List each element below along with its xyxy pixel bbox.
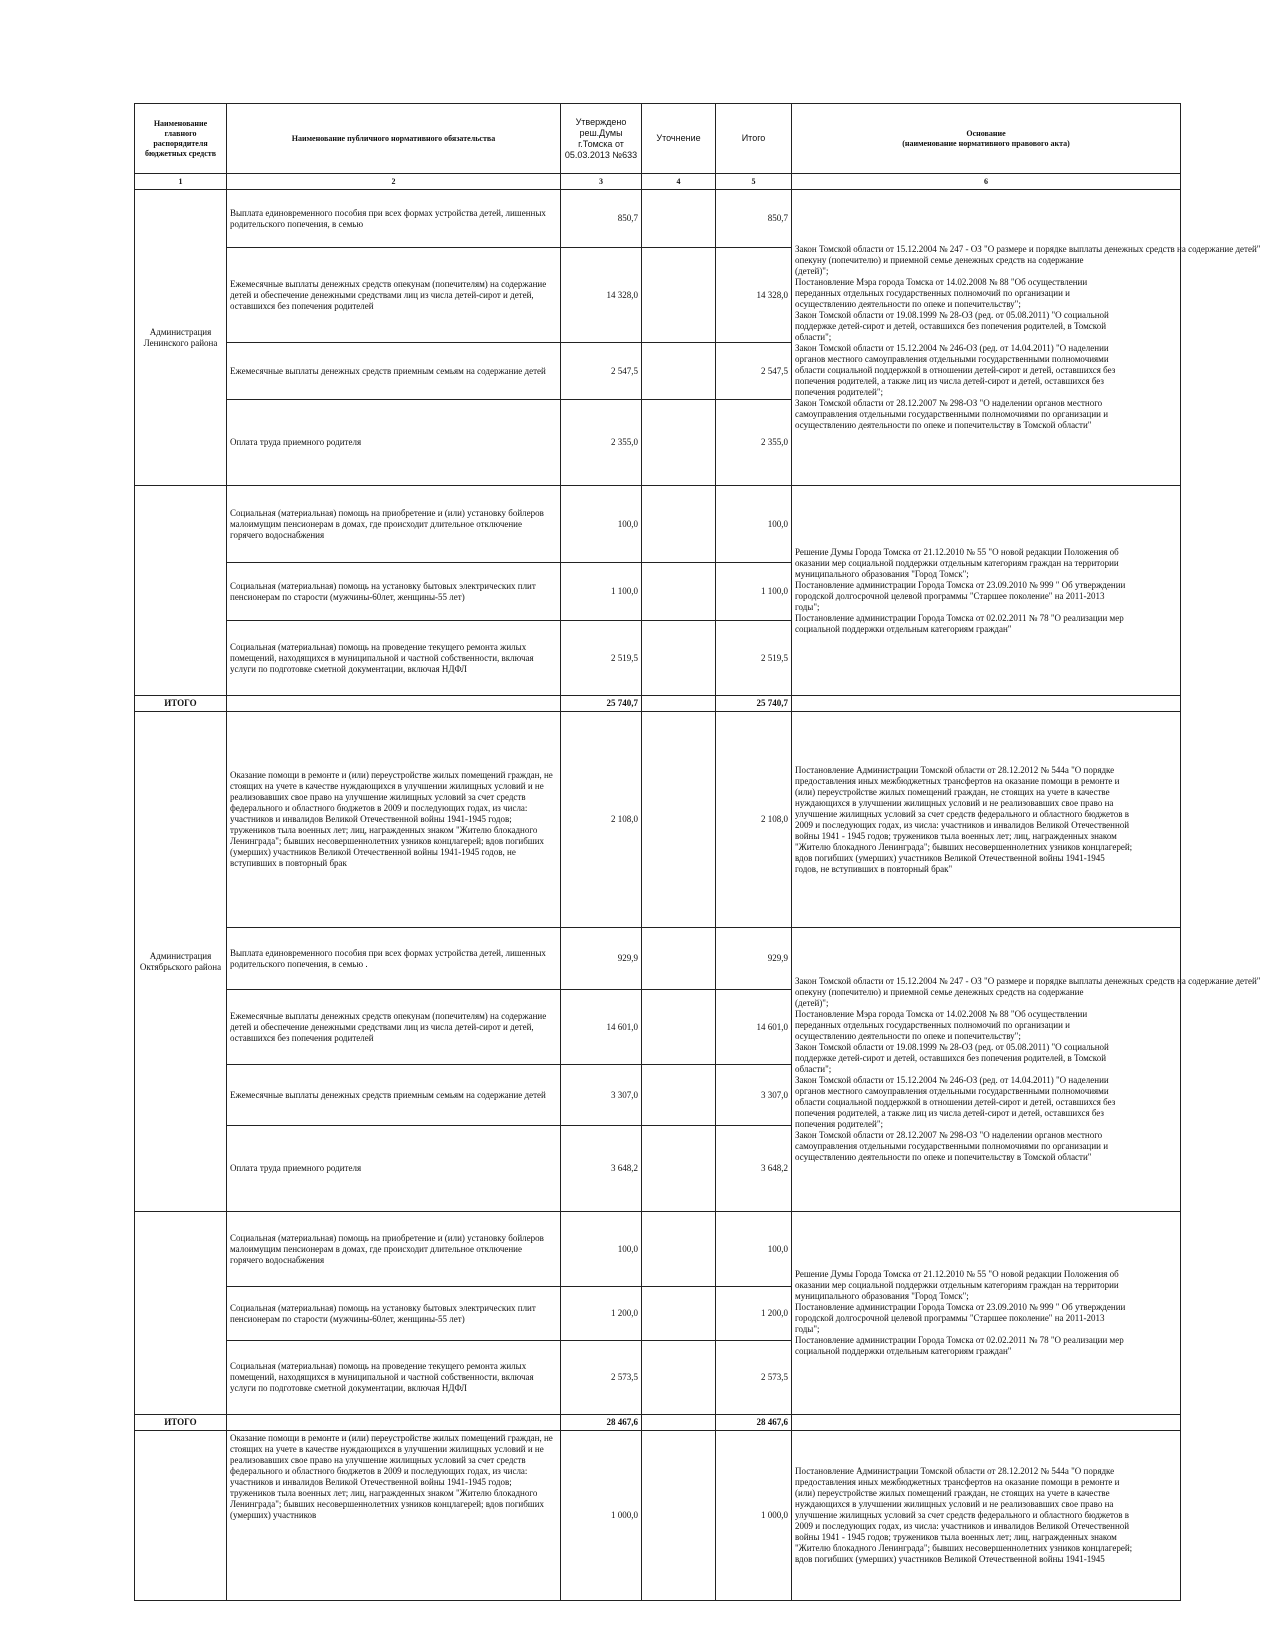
basis-line: "Жителю блокадного Ленинграда"; бывших несовершеннолетних узников концлагерей; xyxy=(795,1543,1133,1553)
obligation-name: Социальная (материальная) помощь на установку бытовых электрических плит пенсионерам по старости (мужчины-60лет, женщины-55 лет) xyxy=(227,563,561,621)
basis-cell xyxy=(792,190,1261,486)
basis-line: Закон Томской области от 19.08.1999 № 28-ОЗ (ред. от 05.08.2011) "О социальной xyxy=(795,1042,1109,1052)
obligation-name: Оказание помощи в ремонте и (или) переустройстве жилых помещений граждан, не стоящих на учете в качестве нуждающихся в улучшении жилищных условий и не реализовавших свое право на улучшение жилищных условий за счет средств федерального и областного бюджетов в 2009 и последующих годах, из числа: участников и инвалидов Великой Отечественной войны 1941-1945 годов; тружеников тыла военных лет; лиц, награжденных знаком "Жителю блокадного Ленинграда"; бывших несовершеннолетних узников концлагерей; вдов погибших (умерших) участников xyxy=(227,1431,561,1601)
adjustment-value xyxy=(642,712,716,928)
basis-line: войны 1941 - 1945 годов; тружеников тыла военных лет; лиц, награжденных знаком xyxy=(795,1532,1117,1542)
basis-line: (или) переустройстве жилых помещений граждан, не стоящих на учете в качестве xyxy=(795,786,1110,797)
basis-line: (детей)"; xyxy=(795,998,829,1008)
total-empty xyxy=(792,696,1181,712)
total-sum: 25 740,7 xyxy=(716,696,792,712)
basis-line: годов, не вступивших в повторный брак" xyxy=(795,863,953,874)
adjustment-value xyxy=(642,563,716,621)
total-value: 14 601,0 xyxy=(716,990,792,1065)
total-value: 100,0 xyxy=(716,1212,792,1287)
basis-cell xyxy=(792,928,1261,1212)
admin-name: Администрация Ленинского района xyxy=(135,190,227,486)
approved-value: 1 100,0 xyxy=(561,563,642,621)
approved-value: 3 648,2 xyxy=(561,1126,642,1212)
total-label: ИТОГО xyxy=(135,1415,227,1431)
header-basis-title: Основание xyxy=(966,128,1006,138)
admin-empty xyxy=(135,1212,227,1415)
basis-line: нуждающихся в улучшении жилищных условий и не реализовавших свое право на xyxy=(795,797,1114,808)
basis-line: нуждающихся в улучшении жилищных условий и не реализовавших свое право на xyxy=(795,1499,1114,1509)
obligation-name: Ежемесячные выплаты денежных средств опекунам (попечителям) на содержание детей и обеспечение денежными средствами лиц из числа детей-сирот и детей, оставшихся без попечения родителей xyxy=(227,990,561,1065)
basis-line: муниципального образования "Город Томск"; xyxy=(795,568,969,579)
basis-text xyxy=(795,547,1177,635)
obligation-name: Ежемесячные выплаты денежных средств опекунам (попечителям) на содержание детей и обеспечение денежными средствами лиц из числа детей-сирот и детей, оставшихся без попечения родителей xyxy=(227,248,561,343)
basis-line: (детей)"; xyxy=(795,266,829,276)
basis-line: попечения родителей"; xyxy=(795,387,883,397)
adjustment-value xyxy=(642,400,716,486)
table-row xyxy=(135,712,1181,928)
total-sum: 28 467,6 xyxy=(716,1415,792,1431)
basis-line: Постановление администрации Города Томска от 23.09.2010 № 999 " Об утверждении xyxy=(795,579,1126,590)
basis-line: предоставления иных межбюджетных трансфертов на оказание помощи в ремонте и xyxy=(795,1477,1120,1487)
basis-line: самоуправления отдельными государственными полномочиями по организации и xyxy=(795,409,1109,419)
approved-value: 100,0 xyxy=(561,486,642,563)
basis-line: годы"; xyxy=(795,601,820,612)
basis-cell xyxy=(792,712,1181,928)
basis-cell xyxy=(792,1431,1181,1601)
header-num: 1 xyxy=(135,174,227,190)
obligation-name: Социальная (материальная) помощь на приобретение и (или) установку бойлеров малоимущим пенсионерам в домах, где происходит длительное отключение горячего водоснабжения xyxy=(227,486,561,563)
basis-line: улучшение жилищных условий за счет средств федерального и областного бюджетов в xyxy=(795,808,1130,819)
total-approved: 28 467,6 xyxy=(561,1415,642,1431)
basis-line: вдов погибших (умерших) участников Великой Отечественной войны 1941-1945 xyxy=(795,852,1105,863)
obligation-name: Ежемесячные выплаты денежных средств приемным семьям на содержание детей xyxy=(227,343,561,400)
total-value: 1 200,0 xyxy=(716,1287,792,1341)
approved-value: 1 000,0 xyxy=(561,1431,642,1601)
obligation-name: Оплата труда приемного родителя xyxy=(227,400,561,486)
basis-line: Постановление администрации Города Томска от 02.02.2011 № 78 "О реализации мер xyxy=(795,612,1124,623)
total-approved: 25 740,7 xyxy=(561,696,642,712)
basis-line: переданных отдельных государственных полномочий по организации и xyxy=(795,1020,1070,1030)
obligation-name: Социальная (материальная) помощь на проведение текущего ремонта жилых помещений, находящихся в муниципальной и частной собственности, включая услуги по подготовке сметной документации, включая НДФЛ xyxy=(227,621,561,696)
approved-value: 2 355,0 xyxy=(561,400,642,486)
total-empty xyxy=(227,1415,561,1431)
basis-line: 2009 и последующих годах, из числа: участников и инвалидов Великой Отечественной xyxy=(795,819,1130,830)
basis-line: Постановление администрации Города Томска от 23.09.2010 № 999 " Об утверждении xyxy=(795,1302,1126,1312)
basis-line: оказании мер социальной поддержки отдельным категориям граждан на территории xyxy=(795,557,1119,568)
total-label: ИТОГО xyxy=(135,696,227,712)
obligation-name: Социальная (материальная) помощь на проведение текущего ремонта жилых помещений, находящихся в муниципальной и частной собственности, включая услуги по подготовке сметной документации, включая НДФЛ xyxy=(227,1341,561,1415)
table-row xyxy=(135,1431,1181,1601)
basis-line: Решение Думы Города Томска от 21.12.2010 № 55 "О новой редакции Положения об xyxy=(795,1269,1119,1279)
adjustment-value xyxy=(642,1212,716,1287)
basis-line: Закон Томской области от 28.12.2007 № 298-ОЗ "О наделении органов местного xyxy=(795,398,1103,408)
basis-line: вдов погибших (умерших) участников Великой Отечественной войны 1941-1945 xyxy=(795,1554,1105,1564)
basis-line: осуществлению деятельности по опеке и попечительству в Томской области" xyxy=(795,1152,1092,1162)
total-empty xyxy=(642,1415,716,1431)
header-col-total: Итого xyxy=(716,104,792,174)
obligation-name: Социальная (материальная) помощь на приобретение и (или) установку бойлеров малоимущим пенсионерам в домах, где происходит длительное отключение горячего водоснабжения xyxy=(227,1212,561,1287)
approved-value: 2 519,5 xyxy=(561,621,642,696)
total-empty xyxy=(792,1415,1181,1431)
basis-line: Закон Томской области от 15.12.2004 № 246-ОЗ (ред. от 14.04.2011) "О наделении xyxy=(795,1075,1109,1085)
total-value: 14 328,0 xyxy=(716,248,792,343)
adjustment-value xyxy=(642,928,716,990)
basis-line: (или) переустройстве жилых помещений граждан, не стоящих на учете в качестве xyxy=(795,1488,1110,1498)
basis-line: попечения родителей"; xyxy=(795,1119,883,1129)
basis-line: поддержке детей-сирот и детей, оставшихся без попечения родителей, в Томской xyxy=(795,321,1107,331)
basis-line: Закон Томской области от 15.12.2004 № 246-ОЗ (ред. от 14.04.2011) "О наделении xyxy=(795,343,1109,353)
total-value: 2 547,5 xyxy=(716,343,792,400)
basis-line: переданных отдельных государственных полномочий по организации и xyxy=(795,288,1070,298)
approved-value: 3 307,0 xyxy=(561,1065,642,1126)
basis-line: "Жителю блокадного Ленинграда"; бывших несовершеннолетних узников концлагерей; xyxy=(795,841,1133,852)
basis-line: Закон Томской области от 15.12.2004 № 247 - ОЗ "О размере и порядке выплаты денежных средств на содержание детей" xyxy=(795,244,1261,254)
total-value: 3 307,0 xyxy=(716,1065,792,1126)
adjustment-value xyxy=(642,248,716,343)
basis-line: области социальной поддержкой в отношении детей-сирот и детей, оставшихся без xyxy=(795,365,1116,375)
basis-line: области социальной поддержкой в отношении детей-сирот и детей, оставшихся без xyxy=(795,1097,1116,1107)
basis-line: улучшение жилищных условий за счет средств федерального и областного бюджетов в xyxy=(795,1510,1130,1520)
adjustment-value xyxy=(642,486,716,563)
table-row xyxy=(135,928,1181,990)
table-row xyxy=(135,486,1181,563)
total-value: 100,0 xyxy=(716,486,792,563)
approved-value: 2 573,5 xyxy=(561,1341,642,1415)
obligation-name: Выплата единовременного пособия при всех формах устройства детей, лишенных родительского попечения, в семью xyxy=(227,190,561,248)
approved-value: 929,9 xyxy=(561,928,642,990)
budget-table-sheet xyxy=(134,103,1261,1601)
basis-text xyxy=(795,976,1261,1163)
basis-line: городской долгосрочной целевой программы "Старшее поколение" на 2011-2013 xyxy=(795,1313,1105,1323)
basis-line: войны 1941 - 1945 годов; тружеников тыла военных лет; лиц, награжденных знаком xyxy=(795,830,1117,841)
basis-line: городской долгосрочной целевой программы "Старшее поколение" на 2011-2013 xyxy=(795,590,1105,601)
header-num: 5 xyxy=(716,174,792,190)
total-value: 1 100,0 xyxy=(716,563,792,621)
total-row xyxy=(135,1415,1181,1431)
basis-line: органов местного самоуправления отдельными государственными полномочиями xyxy=(795,1086,1109,1096)
basis-line: самоуправления отдельными государственными полномочиями по организации и xyxy=(795,1141,1109,1151)
header-number-row xyxy=(135,174,1181,190)
basis-line: осуществлению деятельности по опеке и попечительству"; xyxy=(795,1031,1021,1041)
basis-line: Закон Томской области от 28.12.2007 № 298-ОЗ "О наделении органов местного xyxy=(795,1130,1103,1140)
adjustment-value xyxy=(642,1341,716,1415)
basis-text xyxy=(795,765,1177,875)
admin-name: Администрация Октябрьского района xyxy=(135,712,227,1212)
basis-text xyxy=(795,1466,1177,1565)
basis-line: оказании мер социальной поддержки отдельным категориям граждан на территории xyxy=(795,1280,1119,1290)
header-basis-subtitle: (наименование нормативного правового акта) xyxy=(902,138,1070,148)
total-value: 2 355,0 xyxy=(716,400,792,486)
approved-value: 14 328,0 xyxy=(561,248,642,343)
basis-line: Постановление администрации Города Томска от 02.02.2011 № 78 "О реализации мер xyxy=(795,1335,1124,1345)
obligation-name: Ежемесячные выплаты денежных средств приемным семьям на содержание детей xyxy=(227,1065,561,1126)
basis-line: Постановление Администрации Томской области от 28.12.2012 № 544а "О порядке xyxy=(795,1466,1115,1476)
basis-line: Постановление Администрации Томской области от 28.12.2012 № 544а "О порядке xyxy=(795,764,1115,775)
basis-line: муниципального образования "Город Томск"; xyxy=(795,1291,969,1301)
header-num: 4 xyxy=(642,174,716,190)
adjustment-value xyxy=(642,621,716,696)
approved-value: 100,0 xyxy=(561,1212,642,1287)
total-empty xyxy=(642,696,716,712)
obligation-name: Выплата единовременного пособия при всех формах устройства детей, лишенных родительского попечения, в семью . xyxy=(227,928,561,990)
basis-line: социальной поддержки отдельным категориям граждан" xyxy=(795,1346,1012,1356)
obligation-name: Оказание помощи в ремонте и (или) переустройстве жилых помещений граждан, не стоящих на учете в качестве нуждающихся в улучшении жилищных условий и не реализовавших свое право на улучшение жилищных условий за счет средств федерального и областного бюджетов в 2009 и последующих годах, из числа: участников и инвалидов Великой Отечественной войны 1941-1945 годов; тружеников тыла военных лет; лиц, награжденных знаком "Жителю блокадного Ленинграда"; бывших несовершеннолетних узников концлагерей; вдов погибших (умерших) участников Великой Отечественной войны 1941-1945 годов, не вступивших в повторный брак xyxy=(227,712,561,928)
basis-line: Постановление Мэра города Томска от 14.02.2008 № 88 "Об осуществлении xyxy=(795,1009,1088,1019)
basis-line: Решение Думы Города Томска от 21.12.2010 № 55 "О новой редакции Положения об xyxy=(795,546,1119,557)
basis-line: области"; xyxy=(795,1064,832,1074)
basis-line: 2009 и последующих годах, из числа: участников и инвалидов Великой Отечественной xyxy=(795,1521,1130,1531)
basis-cell xyxy=(792,1212,1181,1415)
basis-line: годы"; xyxy=(795,1324,820,1334)
header-col-obligation: Наименование публичного нормативного обязательства xyxy=(227,104,561,174)
total-value: 3 648,2 xyxy=(716,1126,792,1212)
obligations-table xyxy=(134,103,1261,1601)
basis-line: предоставления иных межбюджетных трансфертов на оказание помощи в ремонте и xyxy=(795,775,1120,786)
header-num: 2 xyxy=(227,174,561,190)
basis-line: попечения родителей, а также лиц из числа детей-сирот и детей, оставшихся без xyxy=(795,376,1104,386)
total-row xyxy=(135,696,1181,712)
header-col-adjustment: Уточнение xyxy=(642,104,716,174)
basis-line: осуществлению деятельности по опеке и попечительству в Томской области" xyxy=(795,420,1092,430)
header-num: 6 xyxy=(792,174,1181,190)
adjustment-value xyxy=(642,343,716,400)
total-value: 929,9 xyxy=(716,928,792,990)
basis-text xyxy=(795,1269,1177,1357)
adjustment-value xyxy=(642,1431,716,1601)
header-row xyxy=(135,104,1181,174)
table-row xyxy=(135,190,1181,248)
approved-value: 14 601,0 xyxy=(561,990,642,1065)
approved-value: 850,7 xyxy=(561,190,642,248)
basis-line: Закон Томской области от 15.12.2004 № 247 - ОЗ "О размере и порядке выплаты денежных средств на содержание детей" xyxy=(795,976,1261,986)
basis-cell xyxy=(792,486,1181,696)
adjustment-value xyxy=(642,1126,716,1212)
approved-value: 2 108,0 xyxy=(561,712,642,928)
admin-empty xyxy=(135,1431,227,1601)
basis-text xyxy=(795,244,1261,431)
header-num: 3 xyxy=(561,174,642,190)
obligation-name: Оплата труда приемного родителя xyxy=(227,1126,561,1212)
adjustment-value xyxy=(642,1065,716,1126)
basis-line: поддержке детей-сирот и детей, оставшихся без попечения родителей, в Томской xyxy=(795,1053,1107,1063)
basis-line: осуществлению деятельности по опеке и попечительству"; xyxy=(795,299,1021,309)
basis-line: социальной поддержки отдельным категориям граждан" xyxy=(795,623,1012,634)
basis-line: попечения родителей, а также лиц из числа детей-сирот и детей, оставшихся без xyxy=(795,1108,1104,1118)
header-col-basis xyxy=(792,104,1181,174)
total-value: 2 108,0 xyxy=(716,712,792,928)
header-col-admin: Наименование главного распорядителя бюджетных средств xyxy=(135,104,227,174)
total-value: 1 000,0 xyxy=(716,1431,792,1601)
basis-line: опекуну (попечителю) и приемной семье денежных средств на содержание xyxy=(795,987,1084,997)
basis-line: органов местного самоуправления отдельными государственными полномочиями xyxy=(795,354,1109,364)
obligation-name: Социальная (материальная) помощь на установку бытовых электрических плит пенсионерам по старости (мужчины-60лет, женщины-55 лет) xyxy=(227,1287,561,1341)
basis-line: Закон Томской области от 19.08.1999 № 28-ОЗ (ред. от 05.08.2011) "О социальной xyxy=(795,310,1109,320)
adjustment-value xyxy=(642,1287,716,1341)
total-value: 850,7 xyxy=(716,190,792,248)
basis-line: опекуну (попечителю) и приемной семье денежных средств на содержание xyxy=(795,255,1084,265)
basis-line: области"; xyxy=(795,332,832,342)
total-empty xyxy=(227,696,561,712)
total-value: 2 573,5 xyxy=(716,1341,792,1415)
approved-value: 2 547,5 xyxy=(561,343,642,400)
basis-line: Постановление Мэра города Томска от 14.02.2008 № 88 "Об осуществлении xyxy=(795,277,1088,287)
adjustment-value xyxy=(642,990,716,1065)
approved-value: 1 200,0 xyxy=(561,1287,642,1341)
admin-empty xyxy=(135,486,227,696)
header-col-approved: Утверждено реш.Думы г.Томска от 05.03.2013 №633 xyxy=(561,104,642,174)
total-value: 2 519,5 xyxy=(716,621,792,696)
adjustment-value xyxy=(642,190,716,248)
table-row xyxy=(135,1212,1181,1287)
